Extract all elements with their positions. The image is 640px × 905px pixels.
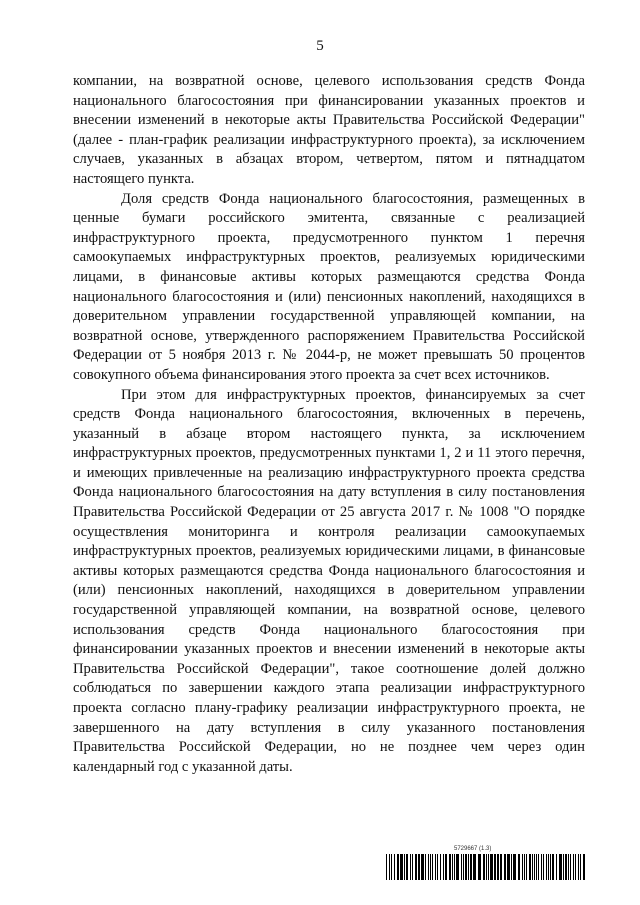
document-barcode — [386, 846, 586, 880]
paragraph-1: компании, на возвратной основе, целевого использования средств Фонда национального благосостояния при финансировании указанных проектов и внесении изменений в некоторые акты Правительства Российской Федерации" (далее - план-график реализации инфраструктурного проекта), за исключением случаев, указанных в абзацах втором, четвертом, пятом и пятнадцатом настоящего пункта. — [73, 73, 585, 187]
barcode-icon — [386, 854, 586, 880]
page-number: 5 — [316, 38, 324, 54]
document-body — [73, 72, 585, 777]
paragraph-2: Доля средств Фонда национального благосостояния, размещенных в ценные бумаги российского эмитента, связанные с реализацией инфраструктурного проекта, предусмотренного пунктом 1 перечня самоокупаемых инфраструктурных проектов, реализуемых юридическими лицами, в финансовые активы которых размещаются средства Фонда национального благосостояния и (или) пенсионных накоплений, находящихся в доверительном управлении государственной управляющей компании, на возвратной основе, утвержденного распоряжением Правительства Российской Федерации от 5 ноября 2013 г. № 2044-р, не может превышать 50 процентов совокупного объема финансирования этого проекта за счет всех источников. — [73, 190, 585, 383]
barcode-code: 5729667 (1.3) — [454, 846, 492, 852]
paragraph-3: При этом для инфраструктурных проектов, финансируемых за счет средств Фонда национального благосостояния, включенных в перечень, указанный в абзаце втором настоящего пункта, за исключением инфраструктурных проектов, предусмотренных пунктами 1, 2 и 11 этого перечня, и имеющих привлеченные на реализацию инфраструктурного проекта средства Фонда национального благосостояния на дату вступления в силу постановления Правительства Российской Федерации от 25 августа 2017 г. № 1008 "О порядке осуществления мониторинга и контроля реализации самоокупаемых инфраструктурных проектов, реализуемых юридическими лицами, в финансовые активы которых размещаются средства Фонда национального благосостояния и (или) пенсионных накоплений, находящихся в доверительном управлении государственной управляющей компании, на возвратной основе, целевого использования средств Фонда национального благосостояния при финансировании указанных проектов и внесении изменений в некоторые акты Правительства Российской Федерации", такое соотношение долей должно соблюдаться по завершении каждого этапа реализации инфраструктурного проекта согласно плану-графику реализации инфраструктурного проекта, не завершенного на дату вступления в силу указанного постановления Правительства Российской Федерации, но не позднее чем через один календарный год с указанной даты. — [73, 386, 585, 775]
